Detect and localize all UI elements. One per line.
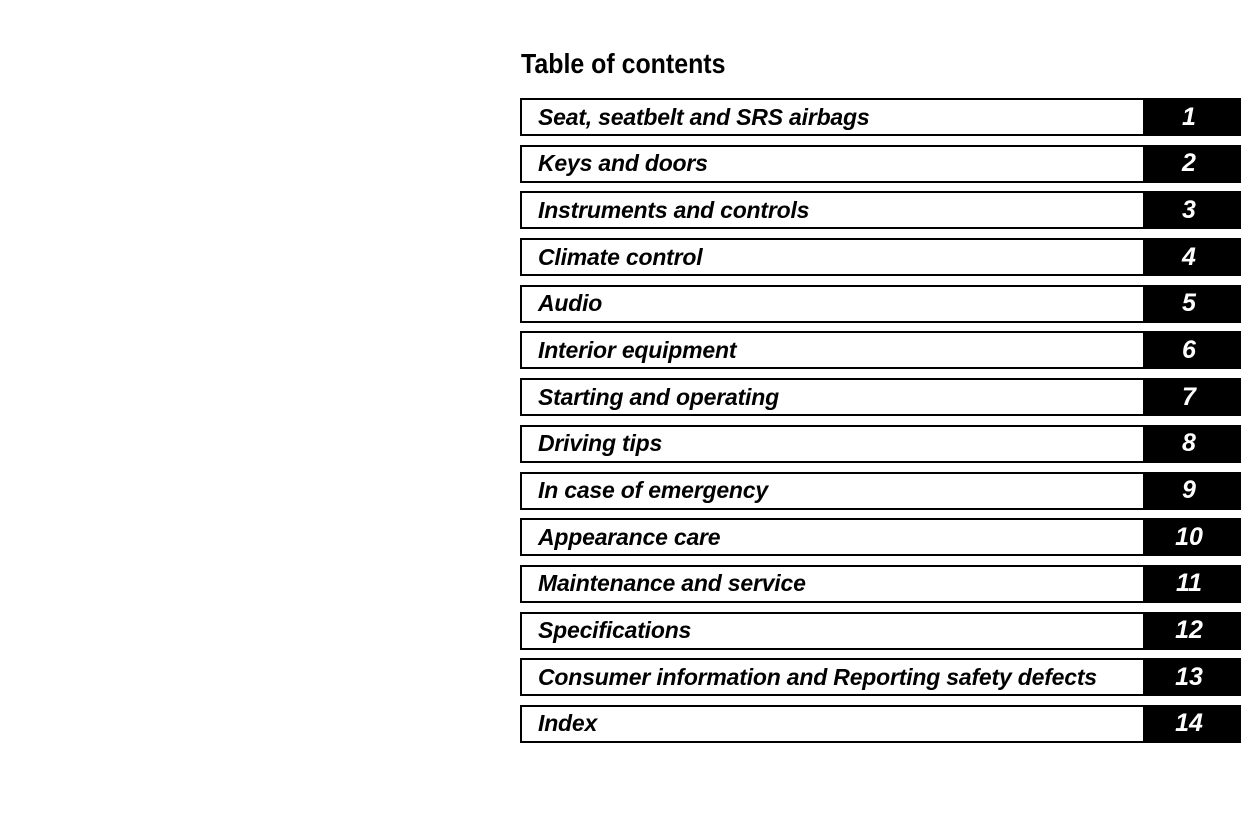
toc-row[interactable] (520, 705, 1241, 743)
toc-item-number: 10 (1175, 522, 1203, 551)
chapter-number-tab (1145, 565, 1241, 603)
toc-item-number: 2 (1182, 149, 1196, 178)
toc-row[interactable] (520, 191, 1241, 229)
toc-item-number: 6 (1182, 335, 1196, 364)
toc-row[interactable] (520, 518, 1241, 556)
chapter-number-tab (1145, 425, 1241, 463)
toc-item-label: Audio (538, 290, 603, 317)
toc-list (520, 98, 1241, 752)
chapter-number-tab (1145, 472, 1241, 510)
chapter-number-tab (1145, 705, 1241, 743)
toc-label-box (520, 285, 1145, 323)
toc-row[interactable] (520, 98, 1241, 136)
toc-item-number: 11 (1176, 569, 1202, 598)
toc-item-label: Maintenance and service (538, 570, 806, 597)
toc-item-number: 1 (1182, 102, 1196, 131)
toc-row[interactable] (520, 145, 1241, 183)
toc-item-label: Interior equipment (538, 336, 737, 363)
toc-row[interactable] (520, 565, 1241, 603)
chapter-number-tab (1145, 285, 1241, 323)
toc-label-box (520, 472, 1145, 510)
chapter-number-tab (1145, 378, 1241, 416)
toc-label-box (520, 425, 1145, 463)
toc-item-label: Climate control (538, 243, 703, 270)
chapter-number-tab (1145, 238, 1241, 276)
toc-item-label: In case of emergency (538, 477, 768, 503)
toc-item-number: 4 (1182, 242, 1196, 271)
chapter-number-tab (1145, 98, 1241, 136)
toc-row[interactable] (520, 285, 1241, 323)
toc-row[interactable] (520, 658, 1241, 696)
toc-label-box (520, 612, 1145, 650)
toc-item-number: 13 (1175, 662, 1203, 691)
toc-item-label: Instruments and controls (538, 196, 810, 223)
chapter-number-tab (1145, 191, 1241, 229)
toc-row[interactable] (520, 425, 1241, 463)
toc-label-box (520, 378, 1145, 416)
toc-row[interactable] (520, 238, 1241, 276)
chapter-number-tab (1145, 145, 1241, 183)
toc-item-number: 8 (1182, 429, 1196, 458)
toc-row[interactable] (520, 378, 1241, 416)
toc-label-box (520, 518, 1145, 556)
chapter-number-tab (1145, 331, 1241, 369)
toc-item-label: Starting and operating (538, 383, 779, 410)
toc-label-box (520, 238, 1145, 276)
toc-item-number: 5 (1182, 289, 1196, 318)
toc-label-box (520, 658, 1145, 696)
toc-item-number: 9 (1182, 476, 1196, 504)
toc-label-box (520, 145, 1145, 183)
toc-row[interactable] (520, 472, 1241, 510)
toc-item-label: Driving tips (538, 430, 663, 457)
toc-item-number: 3 (1182, 195, 1196, 224)
toc-item-number: 7 (1182, 382, 1196, 411)
toc-row[interactable] (520, 331, 1241, 369)
toc-label-box (520, 98, 1145, 136)
chapter-number-tab (1145, 658, 1241, 696)
toc-label-box (520, 191, 1145, 229)
chapter-number-tab (1145, 518, 1241, 556)
toc-item-label: Specifications (538, 617, 692, 644)
page-title: Table of contents (521, 48, 726, 79)
toc-label-box (520, 705, 1145, 743)
toc-item-label: Consumer information and Reporting safety defects (538, 663, 1097, 690)
toc-item-number: 12 (1175, 616, 1203, 645)
toc-item-label: Seat, seatbelt and SRS airbags (538, 103, 870, 130)
toc-item-label: Appearance care (538, 523, 721, 550)
chapter-number-tab (1145, 612, 1241, 650)
toc-item-number: 14 (1175, 709, 1203, 738)
toc-item-label: Index (538, 710, 598, 737)
toc-item-label: Keys and doors (538, 150, 708, 177)
toc-label-box (520, 331, 1145, 369)
toc-row[interactable] (520, 612, 1241, 650)
toc-label-box (520, 565, 1145, 603)
